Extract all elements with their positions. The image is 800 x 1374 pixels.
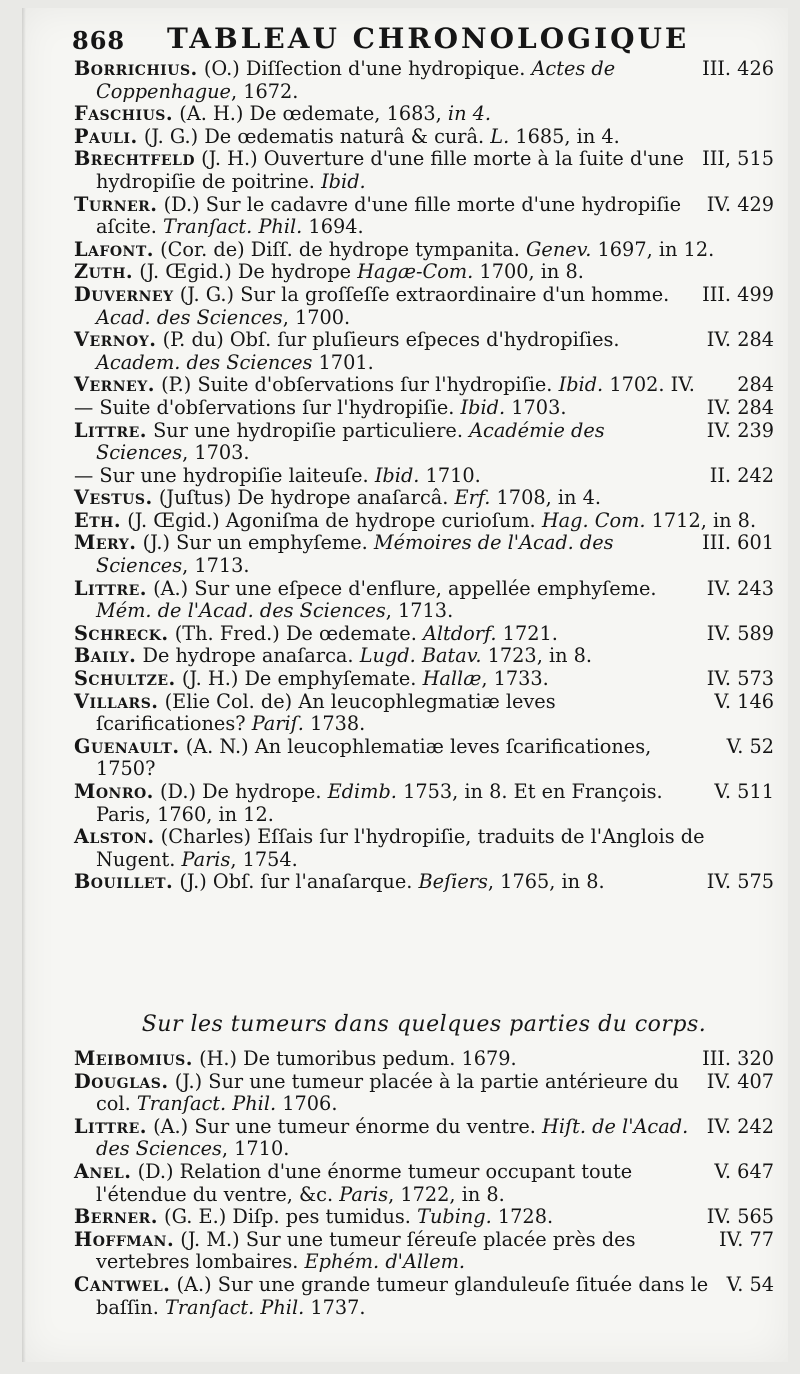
source-title: Academ. des Sciences [96,350,313,374]
bibliography-entry [74,239,774,262]
entry-text: De hydrope anaſarca. [136,644,360,668]
entry-date: 1721. [496,621,558,645]
entry-date: , 1733. [481,667,549,691]
entry-date: 1701. [312,350,374,374]
entry-text: (P. du) Obſ. ſur pluſieurs eſpeces d'hydropiſies. [156,328,620,352]
source-title: L. [490,124,510,148]
page-number: 868 [72,26,126,55]
volume-page-reference: V. 647 [714,1159,774,1183]
author-name: Schultze. [74,667,176,691]
entry-text: (G. E.) Diſp. pes tumidus. [157,1205,418,1229]
entry-text: (A.) Sur une eſpece d'enflure, appellée emphyſeme. [146,576,657,600]
entry-text: (Elie Col. de) An leucophlegmatiæ leves ſcarificationes? [96,689,556,736]
bibliography-entry [74,148,774,193]
bibliography-entry [74,826,774,871]
author-name: Bouillet. [74,870,174,894]
volume-page-reference: III. 601 [702,531,774,555]
source-title: Hallæ [422,667,482,691]
section-subheading: Sur les tumeurs dans quelques parties du corps. [141,1012,707,1037]
page-header [72,22,762,58]
entry-text: (D.) Sur le cadavre d'une fille morte d'une hydropiſie aſcite. [96,192,682,239]
source-title: Ibid. [558,373,604,397]
author-name: Monro. [74,780,154,803]
entry-date: , 1765, in 8. [487,870,605,894]
entry-date: 1712, in 8. [645,508,757,532]
author-name: Cantwel. [74,1272,171,1296]
bibliography-entry [74,1206,774,1229]
source-title: Paris [181,847,231,871]
entry-date: , 1710. [221,1137,290,1161]
volume-page-reference: V. 52 [726,734,774,758]
source-title: Acad. des Sciences [96,305,283,329]
author-name: Vernoy. [74,328,157,352]
bibliography-entry [74,668,774,691]
entry-text: (H.) De tumoribus pedum. 1679. [192,1047,517,1070]
source-title: Académie des Sciences [96,418,605,465]
bibliography-entry [74,329,774,374]
author-name: Borrichius. [74,57,198,80]
volume-page-reference: III. 426 [702,57,774,80]
bibliography-list [74,58,774,894]
source-title: Hiſt. de l'Acad. des Sciences [96,1114,689,1161]
bibliography-entry [74,126,774,149]
source-title: Hagæ-Com. [357,260,474,284]
source-title: Altdorf. [422,621,497,645]
source-title: Tranſact. Phil. [163,215,303,239]
entry-text: (J. G.) De œdematis naturâ & curâ. [137,124,491,148]
source-title: Pariſ. [251,712,304,736]
volume-page-reference: IV. 242 [706,1114,774,1138]
bibliography-entry [74,1161,774,1206]
author-name: Hoffman. [74,1227,175,1251]
volume-page-reference: IV. 575 [706,870,774,894]
entry-text: (J.) Sur un emphyſeme. [136,531,374,555]
entry-text: (O.) Diſſection d'une hydropique. [197,57,532,80]
author-name: Eth. [74,508,122,532]
entry-date: , 1713. [182,554,250,578]
author-name: Zuth. [74,260,134,284]
author-name: Villars. [74,689,159,713]
author-name: Littre. [74,576,147,600]
author-name: Pauli. [74,124,138,148]
entry-text: (J. H.) De emphyſemate. [175,667,423,691]
author-name: Brechtfeld [74,147,195,171]
entry-date: 1708, in 4. [490,486,601,510]
entry-text: (A. N.) An leucophlematiæ leves ſcarificationes, 1750? [96,734,652,781]
entry-text: — Suite d'obſervations ſur l'hydropiſie. [74,395,461,419]
entry-text: (A.) Sur une grande tumeur glanduleuſe ſituée dans le baſſin. [96,1272,709,1319]
author-name: Berner. [74,1205,158,1229]
entry-text: (J. G.) Sur la groſſeſſe extraordinaire d'un homme. [173,282,670,306]
entry-date: , 1754. [230,847,298,871]
volume-page-reference: V. 511 [714,780,774,803]
source-title: Actes de Coppenhague [96,57,616,103]
bibliography-entry [74,487,774,510]
entry-text: (J. H.) Ouverture d'une fille morte à la ſuite d'une hydropiſie de poitrine. [96,147,684,193]
entry-date: , 1713. [385,599,454,623]
bibliography-entry [74,261,774,284]
author-name: Meibomius. [74,1047,193,1070]
book-page [22,8,788,1362]
author-name: Turner. [74,192,158,216]
entry-date: 1700, in 8. [473,260,584,284]
source-title: Ibid. [460,395,506,419]
source-title: Mém. de l'Acad. des Sciences [96,599,386,623]
entry-date: 1738. [303,712,366,736]
author-name: Schreck. [74,621,169,645]
bibliography-entry [74,103,774,126]
author-name: Lafont. [74,237,154,261]
volume-page-reference: IV. 243 [706,576,774,600]
author-name: Littre. [74,418,147,442]
source-title: Tranſact. Phil. [136,1092,277,1116]
entry-date: 1753, in 8. Et en François. Paris, 1760, in 12. [96,780,663,826]
bibliography-entry [74,623,774,646]
page-gutter-shadow [22,8,26,1362]
bibliography-entry [74,1116,774,1161]
source-title: Ibid. [374,463,420,487]
entry-text: (Cor. de) Diſſ. de hydrope tympanita. [153,237,527,261]
entry-text: (A.) Sur une tumeur énorme du ventre. [146,1114,543,1138]
volume-page-reference: IV. 589 [706,621,774,645]
source-title: Ephém. d'Allem. [304,1250,466,1274]
entry-date: 1685, in 4. [509,124,620,148]
entry-date: 1723, in 8. [481,644,593,668]
entry-text: (Charles) Eſſais ſur l'hydropiſie, traduits de l'Anglois de Nugent. [96,825,705,871]
volume-page-reference: IV. 77 [719,1227,774,1251]
volume-page-reference: IV. 407 [706,1069,774,1093]
volume-page-reference: IV. 284 [706,328,774,352]
author-name: Vestus. [74,486,153,510]
entry-text: (P.) Suite d'obſervations ſur l'hydropiſie. [154,373,559,397]
volume-page-reference: III. 320 [702,1047,774,1070]
bibliography-entry [74,374,774,397]
entry-text: (J. Œgid.) De hydrope [133,260,358,284]
bibliography-entry [74,420,774,465]
entry-date: 1706. [276,1092,338,1116]
bibliography-entry [74,284,774,329]
bibliography-entry [74,691,774,736]
author-name: Mery. [74,531,137,555]
volume-page-reference: IV. 565 [706,1205,774,1229]
author-name: Baily. [74,644,137,668]
bibliography-entry [74,194,774,239]
entry-text: (J. M.) Sur une tumeur ſéreuſe placée près des vertebres lombaires. [96,1227,636,1274]
author-name: Douglas. [74,1069,169,1093]
bibliography-entry [74,1274,774,1319]
volume-page-reference: III, 515 [702,147,774,171]
entry-text: (Th. Fred.) De œdemate. [168,621,423,645]
source-title: Hag. Com. [541,508,646,532]
entry-text: (J. Œgid.) Agoniſma de hydrope curioſum. [121,508,542,532]
author-name: Faschius. [74,102,174,126]
volume-page-reference: V. 146 [714,689,774,713]
entry-date: 1703. [505,395,567,419]
source-title: Tranſact. Phil. [164,1295,305,1319]
bibliography-entry [74,578,774,623]
source-title: Tubing. [417,1205,492,1229]
entry-date: 1737. [304,1295,366,1319]
bibliography-entry [74,1071,774,1116]
author-name: Alston. [74,825,155,849]
bibliography-list-tumours [74,1048,774,1319]
bibliography-entry [74,465,774,488]
source-title: Lugd. Batav. [359,644,482,668]
volume-page-reference: IV. 429 [706,192,774,216]
volume-page-reference: IV. 284 [706,395,774,419]
entry-text: (Juſtus) De hydrope anaſarcâ. [152,486,455,510]
source-title: Mémoires de l'Acad. des Sciences [96,531,614,578]
author-name: Duverney [74,282,174,306]
bibliography-entry [74,532,774,577]
entry-date: , 1672. [230,79,299,103]
author-name: Guenault. [74,734,180,758]
entry-text: — Sur une hydropiſie laiteuſe. [74,463,375,487]
bibliography-entry [74,58,774,103]
bibliography-entry [74,781,774,826]
source-title: Ibid. [321,169,366,193]
entry-text: (D.) Relation d'une énorme tumeur occupant toute l'étendue du ventre, &c. [96,1159,633,1206]
author-name: Anel. [74,1159,132,1183]
source-title: Genev. [526,237,592,261]
entry-date: , 1703. [182,441,250,465]
page-title: TABLEAU CHRONOLOGIQUE [167,22,690,55]
author-name: Verney. [74,373,155,397]
entry-text: (J.) Sur une tumeur placée à la partie antérieure du col. [96,1069,679,1116]
source-title: Beſiers [418,870,488,894]
volume-page-reference: V. 54 [726,1272,774,1296]
volume-page-reference: III. 499 [702,282,774,306]
entry-date: , 1700. [282,305,351,329]
source-title: Paris [339,1182,389,1206]
author-name: Littre. [74,1114,147,1138]
entry-date: 1728. [491,1205,554,1229]
bibliography-entry [74,871,774,894]
entry-text: (A. H.) De œdemate, 1683, [173,102,448,126]
entry-date: 1694. [302,215,364,239]
bibliography-entry [74,397,774,420]
bibliography-entry [74,1229,774,1274]
entry-text: (J.) Obſ. ſur l'anaſarque. [173,870,419,894]
entry-date: 1697, in 12. [591,237,715,261]
bibliography-entry [74,1048,774,1071]
volume-page-reference: IV. 239 [706,418,774,442]
entry-date: 1710. [419,463,481,487]
volume-page-reference: IV. 573 [706,667,774,691]
source-title: in 4. [447,102,492,126]
bibliography-entry [74,736,774,781]
entry-text: (D.) De hydrope. [153,780,328,803]
bibliography-entry [74,645,774,668]
bibliography-entry [74,510,774,533]
volume-page-reference: 284 [737,373,774,397]
source-title: Erf. [454,486,491,510]
source-title: Edimb. [327,780,397,803]
entry-text: Sur une hydropiſie particuliere. [146,418,470,442]
volume-page-reference: II. 242 [709,463,774,487]
entry-date: , 1722, in 8. [388,1182,505,1206]
entry-date: 1702. IV. [603,373,695,397]
